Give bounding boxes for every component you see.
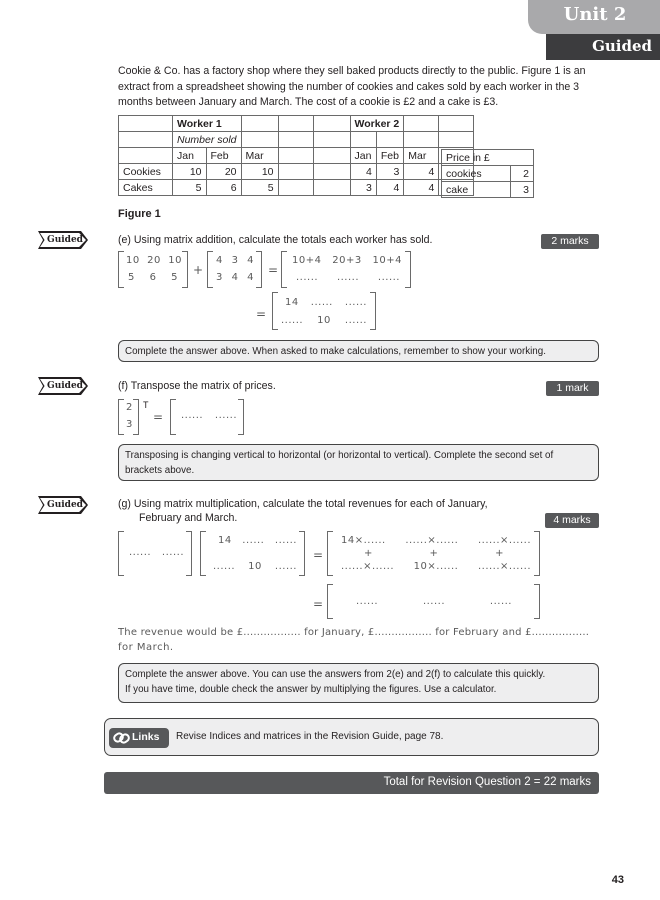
matrix-cell: ...... [161,547,184,558]
equals-sign: = [268,263,279,277]
bracket-right [534,531,540,576]
matrix-cell: 14×...... [341,535,386,546]
matrix-cell: 14 [285,297,299,308]
matrix-cell: ...... [422,596,446,607]
marks-badge: 1 mark [546,381,599,396]
matrix-cell: ...... [242,535,265,546]
plus-sign: + [429,548,439,559]
matrix-cell: 10×...... [413,561,459,572]
cell: 4 [376,180,403,196]
matrix-row [296,272,400,283]
worker2-header: Worker 2 [350,116,404,132]
matrix-cell: ...... [281,315,304,326]
question-g-text: (g) Using matrix multiplication, calculate the total revenues for each of January, [118,498,488,510]
cell: 4 [404,180,439,196]
matrix-cell: ...... [181,410,204,421]
table-row [119,164,474,180]
transpose-superscript: T [143,400,149,410]
cell: 6 [206,180,241,196]
matrix-cell: ...... [356,596,379,607]
matrix-cell: 10 [317,315,331,326]
matrix-cell: ......×...... [341,561,395,572]
hint-line: If you have time, double check the answer by multiplying the figures. Use a calculator. [125,684,497,695]
matrix-cell: 14 [218,535,232,546]
matrix-row [126,255,182,266]
bracket-right [256,251,262,288]
matrix-row [218,535,297,546]
cell: 3 [350,180,376,196]
guided-tag-label: Guided [47,235,83,245]
bracket-left [327,584,333,619]
matrix-row [216,255,254,266]
month-header: Feb [206,148,241,164]
matrix-row [356,596,512,607]
matrix-cell: 20+3 [332,255,362,266]
matrix-cell: 10+4 [292,255,322,266]
question-e-text: (e) Using matrix addition, calculate the totals each worker has sold. [118,234,433,246]
matrix-cell: 20 [147,255,161,266]
hint-box [118,663,599,703]
row-label: Cookies [119,164,173,180]
cell: 10 [241,164,278,180]
matrix-row [341,535,531,546]
matrix-row [281,315,367,326]
matrix-cell: ......×...... [405,535,459,546]
cell: 3 [376,164,403,180]
page-number: 43 [611,874,624,886]
plus-sign: + [364,548,373,559]
price-value: 3 [511,182,534,198]
matrix-cell: ......×...... [477,561,531,572]
matrix-cell: ...... [296,272,319,283]
matrix-cell: 4 [216,255,223,266]
bracket-right [238,399,244,435]
equals-sign: = [313,548,324,562]
bracket-left [118,251,124,288]
matrix-cell: 3 [231,255,239,266]
matrix-cell: ...... [344,297,367,308]
matrix-row [129,547,184,558]
revenue-sentence-end: for March. [118,642,174,653]
month-header: Mar [404,148,439,164]
question-g-text: February and March. [139,512,238,524]
matrix-row [128,272,178,283]
price-table [441,149,534,198]
price-header: Price in £ [442,150,534,166]
links-label: Links [132,731,160,743]
matrix-cell: 4 [247,272,254,283]
equals-sign: = [256,307,267,321]
price-item: cake [442,182,511,198]
bracket-left [281,251,287,288]
bracket-left [200,531,206,576]
matrix-cell: 10 [168,255,182,266]
matrix-cell: ...... [489,596,512,607]
bracket-right [534,584,540,619]
hint-box: Transposing is changing vertical to horizontal (or horizontal to vertical). Complete the second set of brackets above. [118,444,599,481]
matrix-row [285,297,367,308]
number-sold-label: Number sold [173,132,242,148]
question-f-text: (f) Transpose the matrix of prices. [118,380,276,392]
matrix-cell: 5 [128,272,135,283]
bracket-left [170,399,176,435]
links-text: Revise Indices and matrices in the Revision Guide, page 78. [176,731,444,742]
matrix-cell: 6 [149,272,157,283]
month-header: Feb [376,148,403,164]
guided-tag-label: Guided [47,500,83,510]
matrix-cell: 10+4 [372,255,402,266]
matrix-cell: 4 [247,255,254,266]
month-header: Jan [173,148,207,164]
matrix-row [292,255,402,266]
figure-caption: Figure 1 [118,208,161,220]
row-label: Cakes [119,180,173,196]
matrix-row [213,561,297,572]
matrix-cell: 10 [248,561,262,572]
cell: 4 [350,164,376,180]
matrix-cell: ...... [336,272,360,283]
matrix-cell: ...... [214,410,237,421]
matrix-cell: 10 [126,255,140,266]
hint-line: Complete the answer above. You can use the answers from 2(e) and 2(f) to calculate this quickly. [125,669,546,680]
total-marks: Total for Revision Question 2 = 22 marks [383,776,591,788]
matrix-cell: ...... [274,535,297,546]
worker1-header: Worker 1 [173,116,242,132]
marks-badge: 2 marks [541,234,599,249]
cell: 5 [173,180,207,196]
bracket-right [405,251,411,288]
plus-sign: + [193,263,204,277]
matrix-cell: 2 [126,402,133,413]
bracket-right [370,292,376,330]
bracket-left [118,531,124,576]
bracket-left [327,531,333,576]
unit-label: Unit 2 [563,4,627,25]
month-header: Jan [350,148,376,164]
bracket-right [299,531,305,576]
price-value: 2 [511,166,534,182]
matrix-cell: ...... [310,297,333,308]
matrix-cell: 3 [126,419,133,430]
bracket-left [272,292,278,330]
matrix-cell: 4 [231,272,239,283]
table-row [119,180,474,196]
equals-sign: = [153,410,164,424]
matrix-cell: ...... [129,547,152,558]
matrix-cell: ...... [344,315,367,326]
bracket-right [186,531,192,576]
matrix-cell: ......×...... [477,535,531,546]
intro-paragraph: Cookie & Co. has a factory shop where they sell baked products directly to the public. Figure 1 is an extract from a spreadsheet showing the number of cookies and cakes sold by each worker in the 3 months between January and March. The cost of a cookie is £2 and a cake is £3. [118,65,586,108]
matrix-cell: 5 [171,272,178,283]
equals-sign: = [313,597,324,611]
matrix-cell: ...... [274,561,297,572]
matrix-row [341,561,531,572]
sales-spreadsheet [118,115,474,196]
chain-link-icon [112,729,132,747]
guided-label: Guided [592,37,652,55]
plus-sign: + [495,548,504,559]
cell: 5 [241,180,278,196]
bracket-left [207,251,213,288]
matrix-row [216,272,254,283]
matrix-cell: 3 [216,272,223,283]
bracket-right [133,399,139,435]
bracket-left [118,399,124,435]
price-item: cookies [442,166,511,182]
cell: 4 [404,164,439,180]
cell: 20 [206,164,241,180]
matrix-row [181,410,237,421]
marks-badge: 4 marks [545,513,599,528]
hint-box: Complete the answer above. When asked to make calculations, remember to show your working. [118,340,599,362]
revenue-sentence: The revenue would be £................. for January, £................. for February and £................. [118,627,590,638]
matrix-cell: ...... [213,561,236,572]
month-header: Mar [241,148,278,164]
cell: 10 [173,164,207,180]
matrix-row [364,548,504,559]
bracket-right [182,251,188,288]
matrix-cell: ...... [377,272,400,283]
guided-tag-label: Guided [47,381,83,391]
